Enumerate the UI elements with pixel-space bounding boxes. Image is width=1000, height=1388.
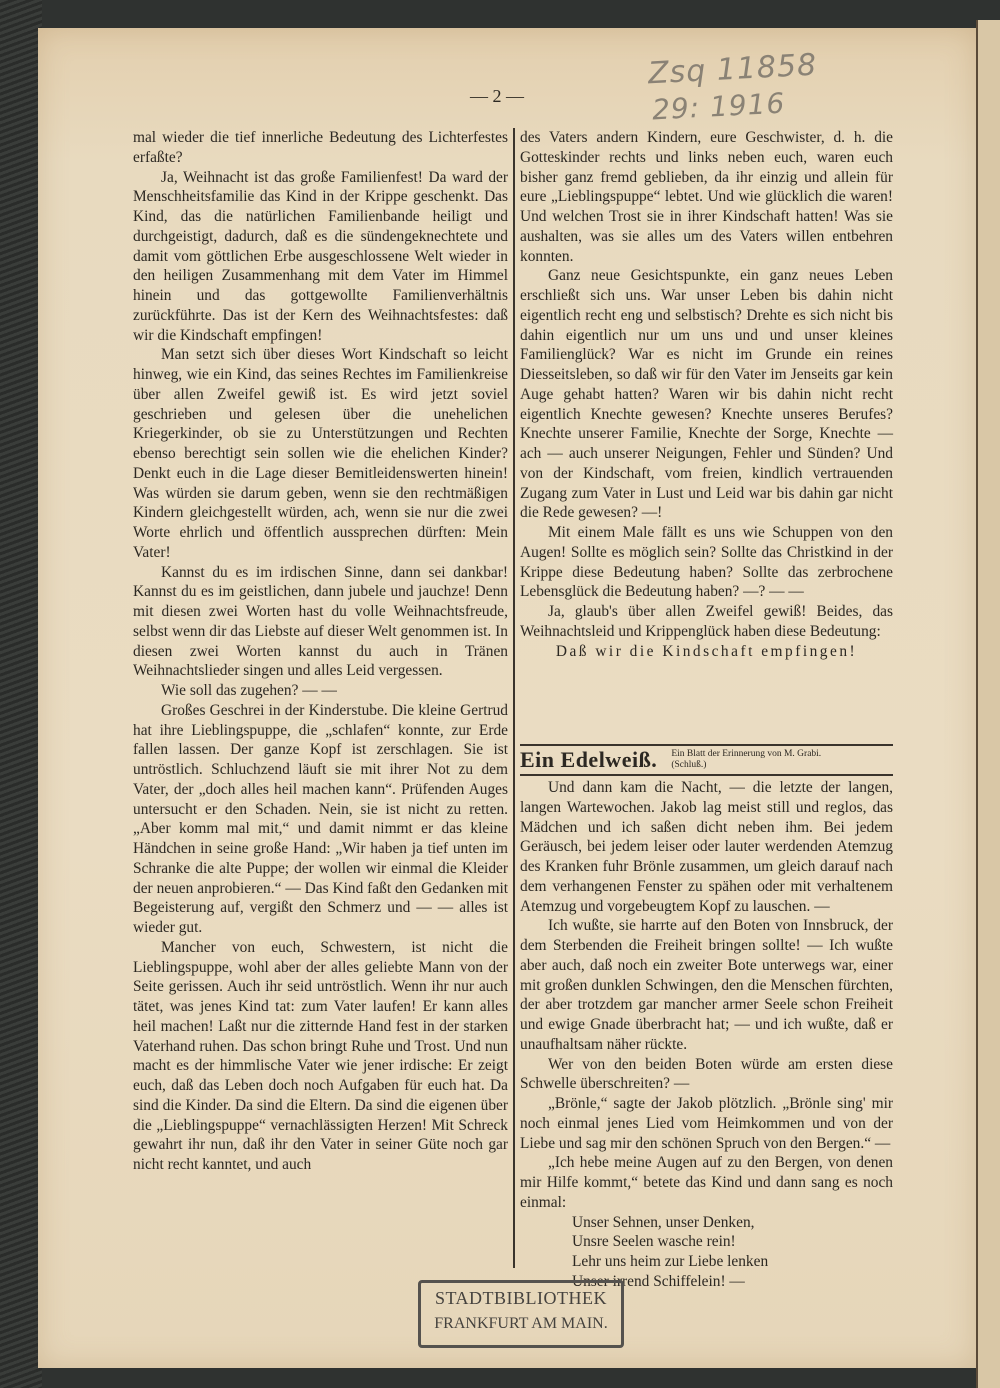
verse-line: Unser Sehnen, unser Denken,	[572, 1213, 755, 1231]
paragraph: Wie soll das zugehen? — —	[161, 682, 337, 699]
stamp-line-1: STADTBIBLIOTHEK	[434, 1288, 608, 1308]
paragraph: Ich wußte, sie harrte auf den Boten von Innsbruck, der dem Sterbenden die Freiheit bringen sollte! — Ich wußte aber auch, daß noch ein zweiter Bote unterwegs war, einer mit großen dunklen Schwingen, den die Menschen fürchten, der aber trotzdem gar mancher armer Seele schon Freiheit und ewige Gnade überbracht hat; — und ich wußte, daß er unaufhaltsam näher rückte.	[520, 917, 893, 1053]
paragraph: Und dann kam die Nacht, — die letzte der langen, langen Wartewochen. Jakob lag meist still und reglos, das Mädchen und ich saßen dicht neben ihm. Bei jedem Geräusch, bei jedem leiser oder lauter werdenden Atemzug des Kranken fuhr Brönle zusammen, um gleich darauf nach dem verhangenen Fenster zu spähen oder mit verhaltenem Atemzug und vorgebeugtem Kopf zu lauschen. —	[520, 779, 893, 915]
paragraph: Ganz neue Gesichtspunkte, ein ganz neues Leben erschließt sich uns. War unser Leben bis dahin nicht eigentlich recht eng und selbstisch? Drehte es sich nicht bis dahin eigentlich nur um uns und und unser kleines Familienglück? War es nicht im Grunde ein reines Diesseitsleben, so daß wir für den Vater im Jenseits gar kein Auge gehabt hatten? Waren wir bis dahin nicht recht eigentlich Knechte gewesen? Knechte unseres Berufes? Knechte unserer Familie, Knechte der Sorge, Knechte — ach — auch unserer Neigungen, Fehler und Sünden? Und von der Kindschaft, vom freien, kindlich vertrauenden Zugang zum Vater in Lust und Leid war bis dahin gar nicht die Rede gewesen? —!	[520, 267, 893, 522]
paragraph: Kannst du es im irdischen Sinne, dann sei dankbar! Kannst du es im geistlichen, dann jubele und jauchze! Denn mit diesen zwei Worten hast du volle Weihnachtsfreude, selbst wenn dir das Liebste auf dieser Welt genommen ist. In diesen zwei Worten kannst du auch in Tränen Weihnachtslieder singen und alles Leid vergessen.	[133, 563, 508, 680]
left-column	[133, 128, 508, 1175]
story-note: (Schluß.)	[671, 760, 707, 770]
paragraph: Mancher von euch, Schwestern, ist nicht die Lieblingspuppe, wohl aber der alles geliebte Mann von der Seite gerissen. Auch ihr seid untröstlich. Wenn ihr nur auch tätet, was jenes Kind tat: zum Vater laufen! Er kann alles heil machen! Laßt nur die zitternde Hand fest in der starken Vaterhand ruhen. Das schon bringt Ruhe und Trost. Und nun macht es der himmlische Vater wie jener irdische: Er zeigt euch, daß das Leben doch noch Aufgaben für euch hat. Da sind die Kinder. Da sind die Eltern. Da sind die eigenen über die „Lieblingspuppe“ vernachlässigten Herzen! Mit Schreck gewahrt ihr nun, daß ihr den Vater in seiner Güte noch gar nicht recht kanntet, und auch	[133, 938, 508, 1173]
paragraph: mal wieder die tief innerliche Bedeutung des Lichterfestes erfaßte?	[133, 129, 508, 166]
closing-line: Daß wir die Kindschaft empfingen!	[555, 642, 858, 660]
paragraph: Großes Geschrei in der Kinderstube. Die kleine Gertrud hat ihre Lieblingspuppe, die „schlafen“ konnte, zur Erde fallen lassen. Der ganze Kopf ist zerschlagen. Sie ist untröstlich. Schluchzend läuft sie mit ihrer Not zu dem Vater, der „doch alles heil machen kann“. Prüfenden Auges untersucht er den Schaden. Nein, sie ist nicht zu retten. „Aber komm mal mit,“ und damit nimmt er das kleine Händchen in seine große Hand: „Wir haben ja tief unten im Schranke die alte Puppe; der wollen wir einmal die Kleider der neuen anprobieren.“ — Das Kind faßt den Gedanken mit Begeisterung auf, vergißt den Schmerz und — — alles ist wieder gut.	[133, 701, 508, 936]
page-number: — 2 —	[470, 86, 524, 106]
story-body	[520, 778, 893, 1292]
handwritten-shelfmark: Zsq 11858	[647, 47, 819, 92]
story-header	[520, 744, 893, 776]
handwritten-issue: 29: 1916	[651, 86, 787, 127]
paragraph: Wer von den beiden Boten würde am ersten diese Schwelle überschreiten? —	[520, 1055, 893, 1093]
library-stamp	[418, 1280, 624, 1348]
story-subtitle: Ein Blatt der Erinnerung von M. Grabi.	[671, 749, 822, 759]
paragraph: „Ich hebe meine Augen auf zu den Bergen, von denen mir Hilfe kommt,“ betete das Kind und dann sang es noch einmal:	[520, 1154, 893, 1211]
paragraph: des Vaters andern Kindern, eure Geschwister, d. h. die Gotteskinder rechts und links neben euch, waren euch bisher ganz fremd geblieben, da ihr einzig und allein für eure „Lieblingspuppe“ lebtet. Und wie glücklich die waren! Und welchen Trost sie in ihrer Kindschaft hatten! Was sie aushalten, was sie alles um des Vaters willen entbehren konnten.	[520, 129, 893, 265]
verse-line: Unser irrend Schiffelein! —	[572, 1272, 745, 1290]
book-binding	[0, 0, 42, 1388]
paragraph: Man setzt sich über dieses Wort Kindschaft so leicht hinweg, wie ein Kind, das seines Rechtes im Familienkreise über allen Zweifel gewiß ist. Es wird jetzt soviel geschrieben und gelesen über die unehelichen Kriegerkinder, ob sie zu Unterstützungen und Rechten ebenso berechtigt sein sollen wie die ehelichen Kinder? Denkt euch in die Lage dieser Bemitleidenswerten hinein! Was würden sie darum geben, wenn sie den rechtmäßigen Kindern gleichgestellt würden, ach, wenn sie nur die zwei Worte ehrlich und öffentlich aussprechen dürften: Mein Vater!	[133, 346, 508, 561]
stamp-line-2: FRANKFURT AM MAIN.	[434, 1315, 608, 1332]
verse-line: Unsre Seelen wasche rein!	[572, 1233, 736, 1251]
paragraph: „Brönle,“ sagte der Jakob plötzlich. „Brönle sing' mir noch einmal jenes Lied vom Heimkommen und von der Liebe und sag mir den schönen Spruch von den Bergen.“ —	[520, 1095, 893, 1152]
verse-line: Lehr uns heim zur Liebe lenken	[572, 1253, 769, 1270]
right-column	[520, 128, 893, 661]
column-divider	[513, 128, 515, 1268]
story-byline	[671, 749, 821, 771]
story-title: Ein Edelweiß.	[520, 747, 658, 772]
paragraph: Ja, Weihnacht ist das große Familienfest! Da ward der Menschheitsfamilie das Kind in der Krippe geschenkt. Das Kind, das die natürlichen Familienbande heiligt und durchgeistigt, dadurch, daß es die sündengeknechtete und damit vom göttlichen Erbe ausgeschlossene Welt wieder in den heiligen Zusammenhang mit dem Vater im Himmel hinein und das gottgewollte Familienverhältnis zurückführte. Das ist der Kern des Weihnachtsfestes: daß wir die Kindschaft empfingen!	[133, 168, 508, 344]
paragraph: Mit einem Male fällt es uns wie Schuppen von den Augen! Sollte es möglich sein? Sollte das Christkind in der Krippe diese Bedeutung haben? Sollte das zerbrochene Lebensglück die Bedeutung haben? —? — —	[520, 524, 893, 601]
paragraph: Ja, glaub's über allen Zweifel gewiß! Beides, das Weihnachtsleid und Krippenglück haben diese Bedeutung:	[520, 603, 893, 640]
adjacent-page-edge	[976, 20, 1000, 1388]
